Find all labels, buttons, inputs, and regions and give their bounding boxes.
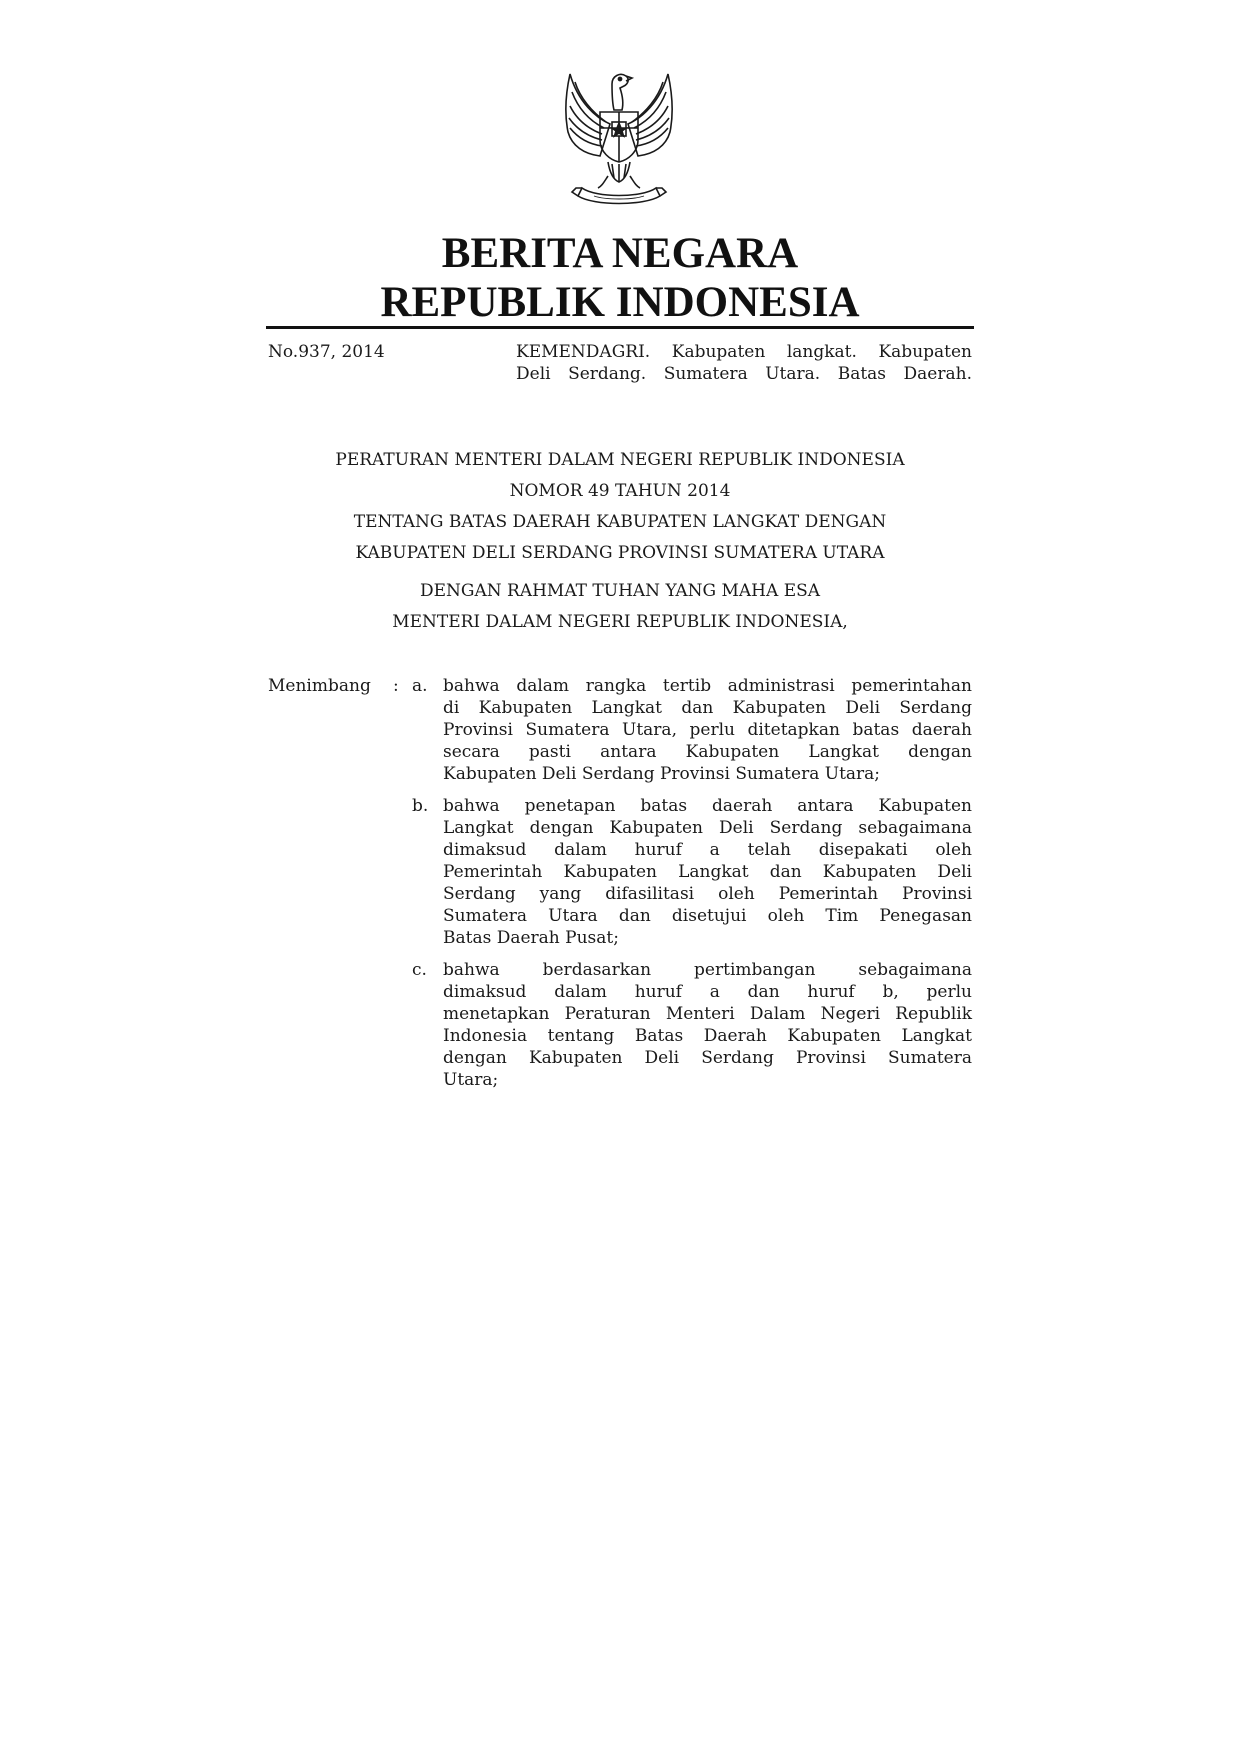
item-text-line: menetapkan Peraturan Menteri Dalam Negeri Republik xyxy=(443,1004,972,1024)
item-text-line: Langkat dengan Kabupaten Deli Serdang sebagaimana xyxy=(443,818,972,838)
regulation-title-line: TENTANG BATAS DAERAH KABUPATEN LANGKAT DENGAN xyxy=(353,512,887,532)
issue-subject xyxy=(516,341,972,385)
garuda-emblem-icon xyxy=(548,62,690,222)
item-text xyxy=(443,795,972,949)
item-text-line: Indonesia tentang Batas Daerah Kabupaten Langkat xyxy=(443,1026,972,1046)
regulation-title-line: NOMOR 49 TAHUN 2014 xyxy=(509,481,731,501)
opening-line: MENTERI DALAM NEGERI REPUBLIK INDONESIA, xyxy=(392,612,848,632)
considering-colon: : xyxy=(393,676,399,696)
regulation-title-line: PERATURAN MENTERI DALAM NEGERI REPUBLIK INDONESIA xyxy=(335,450,905,470)
item-marker: c. xyxy=(412,960,427,980)
item-text-line: bahwa berdasarkan pertimbangan sebagaimana xyxy=(443,960,972,980)
item-text-line: dengan Kabupaten Deli Serdang Provinsi Sumatera xyxy=(443,1048,972,1068)
item-text-line: Serdang yang difasilitasi oleh Pemerintah Provinsi xyxy=(443,884,972,904)
item-text-line: Kabupaten Deli Serdang Provinsi Sumatera Utara; xyxy=(443,764,881,784)
issue-subject-line: KEMENDAGRI. Kabupaten langkat. Kabupaten xyxy=(516,342,972,362)
considering-label: Menimbang xyxy=(268,676,371,696)
item-text-line: secara pasti antara Kabupaten Langkat dengan xyxy=(443,742,972,762)
item-text xyxy=(443,675,972,785)
item-text-line: di Kabupaten Langkat dan Kabupaten Deli Serdang xyxy=(443,698,972,718)
item-text-line: Provinsi Sumatera Utara, perlu ditetapkan batas daerah xyxy=(443,720,972,740)
item-text-line: Batas Daerah Pusat; xyxy=(443,928,619,948)
item-text-line: bahwa dalam rangka tertib administrasi pemerintahan xyxy=(443,676,972,696)
item-text-line: bahwa penetapan batas daerah antara Kabupaten xyxy=(443,796,972,816)
item-text xyxy=(443,959,972,1091)
issue-number: No.937, 2014 xyxy=(268,342,385,362)
masthead-title-line1: BERITA NEGARA xyxy=(441,230,799,277)
item-marker: b. xyxy=(412,796,429,816)
item-text-line: Pemerintah Kabupaten Langkat dan Kabupaten Deli xyxy=(443,862,972,882)
item-text-line: Sumatera Utara dan disetujui oleh Tim Penegasan xyxy=(443,906,972,926)
regulation-title xyxy=(260,445,980,569)
item-text-line: dimaksud dalam huruf a dan huruf b, perlu xyxy=(443,982,972,1002)
item-text-line: Utara; xyxy=(443,1070,499,1090)
masthead-title-line2: REPUBLIK INDONESIA xyxy=(380,279,860,326)
regulation-title-line: KABUPATEN DELI SERDANG PROVINSI SUMATERA UTARA xyxy=(355,543,885,563)
opening-line: DENGAN RAHMAT TUHAN YANG MAHA ESA xyxy=(419,581,821,601)
issue-subject-line: Deli Serdang. Sumatera Utara. Batas Daerah. xyxy=(516,364,972,384)
item-marker: a. xyxy=(412,676,428,696)
masthead-divider xyxy=(266,326,974,329)
opening-formula xyxy=(260,576,980,638)
item-text-line: dimaksud dalam huruf a telah disepakati oleh xyxy=(443,840,972,860)
